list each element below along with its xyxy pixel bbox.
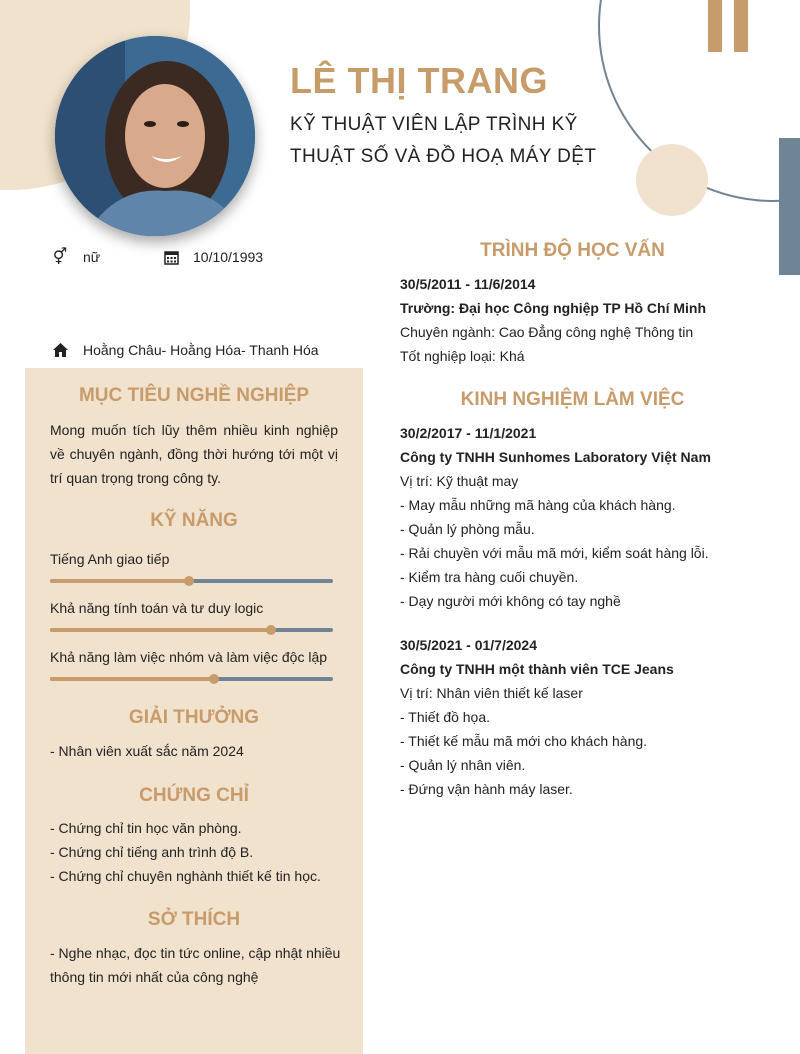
certificate-item: - Chứng chỉ tin học văn phòng. — [50, 820, 242, 836]
decorative-circle — [636, 144, 708, 216]
education-school: Trường: Đại học Công nghiệp TP Hồ Chí Minh — [400, 300, 707, 316]
skill-bar — [50, 579, 333, 583]
gender-icon: ⚥ — [52, 249, 68, 266]
education-grade: Tốt nghiệp loại: Khá — [400, 348, 525, 364]
decorative-bar — [734, 0, 748, 52]
skill-label: Khả năng làm việc nhóm và làm việc độc lập — [50, 649, 328, 665]
award-item: - Nhân viên xuất sắc năm 2024 — [50, 743, 244, 759]
job-detail: - Thiết đồ họa. — [400, 709, 491, 725]
skills-heading: KỸ NĂNG — [150, 510, 238, 531]
decorative-side-bar — [779, 138, 800, 275]
job-detail: - May mẫu những mã hàng của khách hàng. — [400, 497, 676, 513]
skill-bar — [50, 628, 333, 632]
certificates-heading: CHỨNG CHỈ — [139, 785, 249, 806]
experience-heading: KINH NGHIỆM LÀM VIỆC — [460, 389, 685, 410]
hobby-line: thông tin mới nhất của công nghệ — [50, 969, 259, 985]
job-title-line-1: KỸ THUẬT VIÊN LẬP TRÌNH KỸ — [290, 114, 578, 135]
job-detail: - Kiểm tra hàng cuối chuyền. — [400, 569, 579, 585]
birthdate-value: 10/10/1993 — [193, 249, 264, 265]
job-company: Công ty TNHH một thành viên TCE Jeans — [400, 661, 674, 677]
job-detail: - Quản lý phòng mẫu. — [400, 521, 535, 537]
job-detail: Vị trí: Kỹ thuật may — [400, 473, 519, 489]
skill-bar-fill — [50, 579, 189, 583]
address-value: Hoằng Châu- Hoằng Hóa- Thanh Hóa — [83, 342, 319, 358]
job-detail: - Rải chuyền với mẫu mã mới, kiểm soát hàng lỗi. — [400, 545, 709, 561]
certificate-item: - Chứng chỉ tiếng anh trình độ B. — [50, 844, 254, 860]
skill-bar-fill — [50, 677, 214, 681]
home-icon — [52, 342, 68, 358]
job-detail: - Thiết kế mẫu mã mới cho khách hàng. — [400, 733, 648, 749]
job-detail: - Dạy người mới không có tay nghề — [400, 593, 621, 609]
job-company: Công ty TNHH Sunhomes Laboratory Việt Nam — [400, 449, 711, 465]
gender-value: nữ — [83, 249, 101, 265]
skill-bar-fill — [50, 628, 271, 632]
job-detail: - Quản lý nhân viên. — [400, 757, 526, 773]
hobby-line: - Nghe nhạc, đọc tin tức online, cập nhật nhiều — [50, 945, 341, 961]
job-title-line-2: THUẬT SỐ VÀ ĐỒ HOẠ MÁY DỆT — [290, 146, 597, 167]
education-major: Chuyên ngành: Cao Đẳng công nghệ Thông tin — [400, 324, 694, 340]
full-name: LÊ THỊ TRANG — [290, 60, 548, 101]
certificate-item: - Chứng chỉ chuyên nghành thiết kế tin học. — [50, 868, 321, 884]
job-period: 30/5/2021 - 01/7/2024 — [400, 637, 538, 653]
education-heading: TRÌNH ĐỘ HỌC VẤN — [480, 240, 665, 261]
skill-bar-knob — [184, 576, 194, 586]
job-detail: - Đứng vận hành máy laser. — [400, 781, 573, 797]
job-detail: Vị trí: Nhân viên thiết kế laser — [400, 685, 583, 701]
calendar-icon — [163, 249, 179, 265]
profile-photo — [55, 36, 255, 236]
skill-label: Tiếng Anh giao tiếp — [50, 551, 170, 567]
education-period: 30/5/2011 - 11/6/2014 — [400, 276, 536, 292]
job-period: 30/2/2017 - 11/1/2021 — [400, 425, 537, 441]
objective-heading: MỤC TIÊU NGHỀ NGHIỆP — [78, 385, 310, 406]
awards-heading: GIẢI THƯỞNG — [128, 707, 260, 728]
skill-label: Khả năng tính toán và tư duy logic — [50, 600, 264, 616]
hobbies-heading: SỞ THÍCH — [147, 909, 241, 930]
skill-bar — [50, 677, 333, 681]
skill-bar-knob — [266, 625, 276, 635]
decorative-bar — [708, 0, 722, 52]
objective-text: Mong muốn tích lũy thêm nhiều kinh nghiệp về chuyên ngành, đồng thời hướng tới một vị trí quan trọng trong công ty. — [50, 422, 338, 486]
